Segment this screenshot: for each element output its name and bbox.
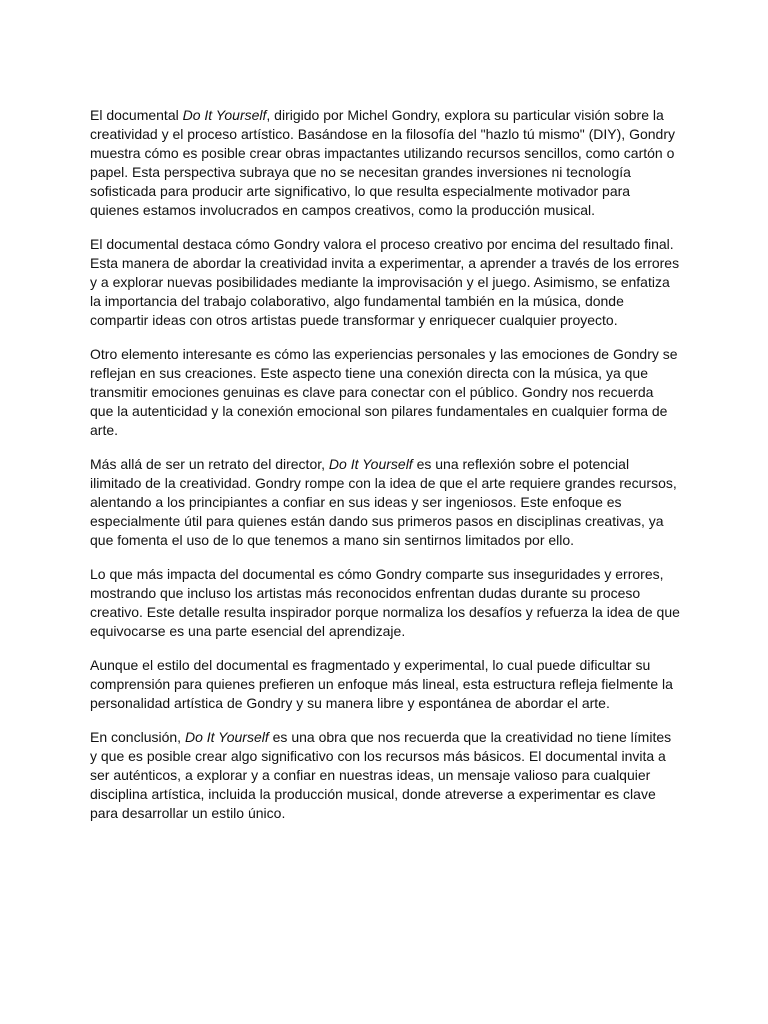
paragraph-text: Más allá de ser un retrato del director, — [90, 456, 329, 472]
paragraph-text: , dirigido por Michel Gondry, explora su particular visión sobre la creatividad y el proceso artístico. Basándose en la filosofía del "hazlo tú mismo" (DIY), Gondry muestra cómo es posible crear obras impactantes utilizando recursos sencillos, como cartón o papel. Esta perspectiva subraya que no se necesitan grandes inversiones ni tecnología sofisticada para producir arte significativo, lo que resulta especialmente motivador para quienes estamos involucrados en campos creativos, como la producción musical. — [90, 107, 675, 218]
document-body — [90, 106, 680, 838]
film-title: Do It Yourself — [182, 107, 267, 123]
paragraph-text: En conclusión, — [90, 729, 185, 745]
paragraph-emotions — [90, 345, 680, 440]
paragraph-insecurities — [90, 565, 680, 641]
paragraph-reflection — [90, 455, 680, 550]
paragraph-conclusion — [90, 728, 680, 823]
paragraph-text: Aunque el estilo del documental es fragmentado y experimental, lo cual puede dificultar su comprensión para quienes prefieren un enfoque más lineal, esta estructura refleja fielmente la personalidad artística de Gondry y su manera libre y espontánea de abordar el arte. — [90, 657, 673, 711]
paragraph-style — [90, 656, 680, 713]
paragraph-text: Lo que más impacta del documental es cómo Gondry comparte sus inseguridades y errores, mostrando que incluso los artistas más reconocidos enfrentan dudas durante su proceso creativo. Este detalle resulta inspirador porque normaliza los desafíos y refuerza la idea de que equivocarse es una parte esencial del aprendizaje. — [90, 566, 680, 639]
film-title: Do It Yourself — [184, 729, 269, 745]
paragraph-text: El documental destaca cómo Gondry valora el proceso creativo por encima del resultado final. Esta manera de abordar la creatividad invita a experimentar, a aprender a través de los errores y a explorar nuevas posibilidades mediante la improvisación y el juego. Asimismo, se enfatiza la importancia del trabajo colaborativo, algo fundamental también en la música, donde compartir ideas con otros artistas puede transformar y enriquecer cualquier proyecto. — [90, 236, 680, 328]
paragraph-text: es una reflexión sobre el potencial ilimitado de la creatividad. Gondry rompe con la idea de que el arte requiere grandes recursos, alentando a los principiantes a confiar en sus ideas y ser ingeniosos. Este enfoque es especialmente útil para quienes están dando sus primeros pasos en disciplinas creativas, ya que fomenta el uso de lo que tenemos a mano sin sentirnos limitados por ello. — [90, 456, 677, 548]
paragraph-intro — [90, 106, 680, 220]
paragraph-text: Otro elemento interesante es cómo las experiencias personales y las emociones de Gondry se reflejan en sus creaciones. Este aspecto tiene una conexión directa con la música, ya que transmitir emociones genuinas es clave para conectar con el público. Gondry nos recuerda que la autenticidad y la conexión emocional son pilares fundamentales en cualquier forma de arte. — [90, 346, 678, 438]
paragraph-process — [90, 235, 680, 330]
paragraph-text: El documental — [90, 107, 183, 123]
film-title: Do It Yourself — [328, 456, 413, 472]
paragraph-text: es una obra que nos recuerda que la creatividad no tiene límites y que es posible crear algo significativo con los recursos más básicos. El documental invita a ser auténticos, a explorar y a confiar en nuestras ideas, un mensaje valioso para cualquier disciplina artística, incluida la producción musical, donde atreverse a experimentar es clave para desarrollar un estilo único. — [90, 729, 672, 821]
